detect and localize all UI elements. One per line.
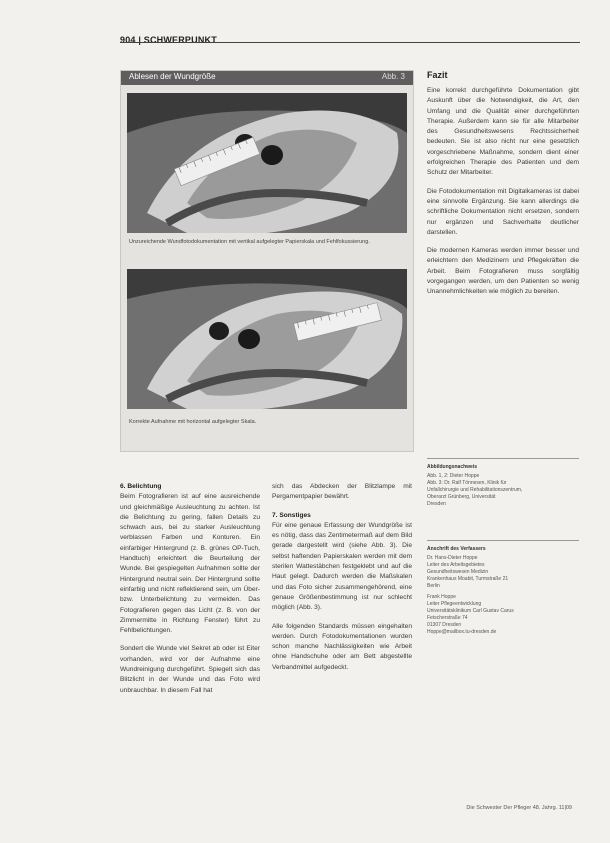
author-address-line: Berlin (427, 583, 440, 589)
section-heading-belichtung: 6. Belichtung (120, 483, 162, 490)
author-address-line: Leiter des Arbeitsgebietes (427, 562, 485, 568)
author-address-line: Leiter Pflegeentwicklung (427, 601, 482, 607)
author-rule (427, 540, 579, 541)
left-text-column (120, 482, 260, 800)
author-address (427, 546, 579, 636)
author-address-line: 01307 Dresden (427, 622, 462, 628)
page-footer: Die Schwester Der Pfleger 48. Jahrg. 11|09 (466, 805, 572, 811)
figure-number: Abb. 3 (381, 72, 405, 81)
image-credits-line: Oberarzt Grünberg, Universität (427, 494, 496, 500)
section-belichtung-end (272, 482, 412, 503)
fazit-column (427, 86, 579, 306)
author-address-line: Gesundheitswesen Medizin (427, 569, 489, 575)
wound-photo-bottom (127, 269, 407, 409)
section-text-belichtung-cont: Sondert die Wunde viel Sekret ab oder ist Eiter vorhanden, wird vor der Aufnahme eine Wundreinigung durchgeführt. Spiegelt sich das Blitzlicht in der Wunde und das Foto wird unbrauchbar. In diesem Fall hat (120, 645, 260, 694)
author-email[interactable]: Hoppe@mailbox.tu-dresden.de (427, 629, 497, 635)
image-credits-line: Abb. 3: Dr. Ralf Tönnesen, Klinik für (427, 480, 507, 486)
fazit-paragraph-2: Die Fotodokumentation mit Digitalkameras ist dabei eine sinnvolle Ergänzung. Sie kann allerdings die schriftliche Dokumentation nicht ersetzen, sondern nur ergänzen und Sachverhalte deutlicher darstellen. (427, 187, 579, 236)
section-belichtung-cont (120, 644, 260, 695)
author-address-line: Frank Hoppe (427, 594, 456, 600)
figure-box (120, 70, 414, 452)
author-address-line: Universitätsklinikum Carl Gustav Carus (427, 608, 514, 614)
header-rule (120, 42, 580, 43)
section-heading-sonstiges: 7. Sonstiges (272, 511, 311, 519)
author-address-label: Anschrift des Verfassers (427, 546, 486, 552)
author-address-line: Fetscherstraße 74 (427, 615, 468, 621)
credits-rule (427, 458, 579, 459)
section-text-belichtung: Beim Fotografieren ist auf eine ausreichende und gleichmäßige Ausleuchtung zu achten. Ist die Belichtung zu gering, fallen Details zu schwach aus, bei zu starker Ausleuchtung verblassen Farben und Konturen. Ein einfarbiger Hintergrund (z. B. grünes OP-Tuch, Handtuch) erleichtert die Beurteilung der Wunde. Bei gespiegelten Aufnahmen sollte der Hintergrund neutral sein. Der Hintergrund sollte einfarbig und nicht reflektierend sein, um Über- bzw. Unterbelichtung zu vermeiden. Das Fotografieren gegen das Licht (z. B. von der Zimmermitte in Richtung Fenster) führt zu Fehlbelichtungen. (120, 493, 260, 635)
section-text-standards: Alle folgenden Standards müssen eingehalten werden. Durch Fotodokumentationen wurden schon manche Nachlässigkeiten wie Arbeit ohne Handschuhe oder am Bett abgestellte Verbandmittel aufgedeckt. (272, 622, 412, 671)
image-credits (427, 464, 579, 508)
section-belichtung (120, 482, 260, 636)
fazit-heading: Fazit (427, 70, 448, 80)
author-address-line: Dr. Hans-Dieter Hoppe (427, 555, 478, 561)
figure-caption-top: Unzureichende Wundfotodokumentation mit vertikal aufgelegter Papierskala und Fehlfokussierung. (129, 239, 370, 245)
section-sonstiges (272, 511, 412, 614)
wound-photo-bottom-image (127, 269, 407, 409)
wound-photo-top-image (127, 93, 407, 233)
figure-title-bar (121, 71, 413, 85)
author-address-line: Krankenhaus Moabit, Turmstraße 21 (427, 576, 509, 582)
section-text-sonstiges: Für eine genaue Erfassung der Wundgröße ist es nötig, dass das Zentimetermaß auf dem Bild gerade dargestellt wird (siehe Abb. 3). Die selbst haftenden Papierskalen werden mit dem sterilen Wattestäbchen festgeklebt und auf die Haut gelegt. Dadurch werden die Maßskalen und das Foto sicher zusammengehörend, eine genaue Größenbestimmung ist nur schlecht möglich (Abb. 3). (272, 521, 412, 612)
fazit-paragraph-3: Die modernen Kameras werden immer besser und erleichtern den Medizinern und Pflegekräften die Arbeit. Beim Fotografieren muss sorgfältig vorgegangen werden, um den Patienten so wenig Unannehmlichkeiten wie möglich zu bereiten. (427, 247, 579, 296)
image-credits-label: Abbildungsnachweis (427, 464, 478, 470)
figure-caption-bottom: Korrekte Aufnahme mit horizontal aufgelegter Skala. (129, 419, 257, 425)
figure-title: Ablesen der Wundgröße (129, 72, 216, 81)
image-credits-line: Dresden (427, 501, 446, 507)
section-text-belichtung-end: sich das Abdecken der Blitzlampe mit Pergamentpapier bewährt. (272, 483, 412, 501)
image-credits-line: Abb. 1, 2: Dieter Hoppe (427, 473, 480, 479)
image-credits-line: Unfallchirurgie und Rehabilitationszentrum, (427, 487, 523, 493)
middle-text-column (272, 482, 412, 800)
page-header (120, 30, 580, 44)
section-standards (272, 622, 412, 673)
wound-photo-top (127, 93, 407, 233)
fazit-paragraph-1: Eine korrekt durchgeführte Dokumentation gibt Auskunft über die Notwendigkeit, die Art, den Umfang und die Qualität einer durchgeführten Therapie. Außerdem kann sie für alle Mitarbeiter des Gesundheitswesens Rechtssicherheit bedeuten. Sie ist also nicht nur eine gesetzlich vorgeschriebene Maßnahme, sondern dient einer erfolgreichen Therapie des Patienten und dem Schutz der Mitarbeiter. (427, 87, 579, 177)
page-header-title: 904 | SCHWERPUNKT (120, 35, 217, 45)
